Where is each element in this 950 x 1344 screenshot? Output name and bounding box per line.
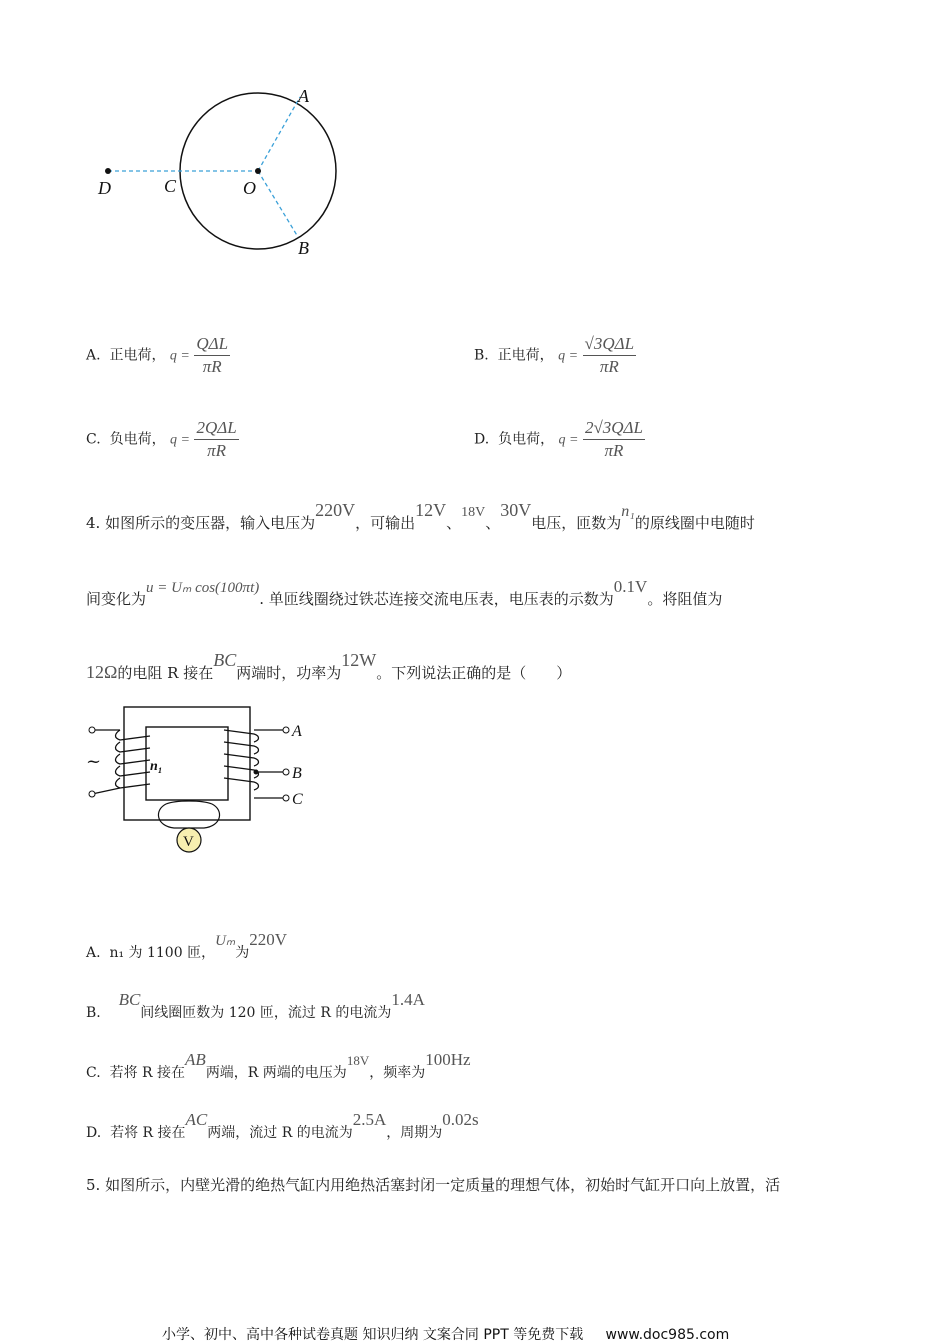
- formula-lhs: q =: [558, 432, 579, 448]
- dashed-line-oa: [258, 97, 300, 171]
- iron-core-outer: [124, 707, 250, 820]
- option-text: 负电荷，: [109, 431, 166, 448]
- option-text: 负电荷，: [498, 431, 555, 448]
- label-b: B: [298, 238, 309, 258]
- q4-option-a[interactable]: A. n₁ 为 1100 匝，Uₘ为220V: [86, 930, 288, 961]
- voltmeter-label: V: [183, 834, 194, 850]
- q3-option-d[interactable]: [474, 418, 645, 461]
- terminal-b: B: [292, 765, 302, 782]
- label-d: D: [98, 178, 111, 198]
- transformer-figure: [84, 700, 324, 860]
- formula-fraction: $\frac{\text{QΔL}}{\pi R}$: [196, 334, 229, 376]
- secondary-coil: [224, 730, 286, 798]
- dashed-line-ob: [258, 171, 298, 237]
- label-o: O: [243, 178, 256, 198]
- q4-option-d[interactable]: D. 若将 R 接在AC两端，流过 R 的电流为2.5A，周期为0.02s: [86, 1110, 479, 1141]
- circle-figure: [90, 80, 350, 270]
- option-text: 正电荷，: [497, 347, 554, 364]
- q4-line-1: 4. 如图所示的变压器，输入电压为220V，可输出12V、18V、30V电压，匝数为n₁的原线圈中电随时: [86, 500, 755, 532]
- terminal-c: C: [292, 791, 303, 808]
- formula-fraction: $\frac{\text{√3QΔL}}{\pi R}$: [584, 334, 635, 376]
- point-d: [105, 168, 111, 174]
- q3-option-c[interactable]: [86, 418, 239, 461]
- option-letter: D.: [474, 431, 490, 448]
- label-c: C: [164, 176, 177, 196]
- option-letter: B.: [474, 347, 489, 364]
- footer: [162, 1324, 729, 1344]
- formula-lhs: q =: [169, 348, 190, 364]
- formula-lhs: q =: [558, 348, 579, 364]
- q3-option-a[interactable]: [86, 334, 230, 377]
- label-n1: n₁: [150, 759, 163, 774]
- option-letter: A.: [86, 347, 101, 364]
- q3-option-b[interactable]: [474, 334, 636, 377]
- footer-url[interactable]: www.doc985.com: [605, 1327, 730, 1343]
- formula-fraction: $\frac{\text{2QΔL}}{\pi R}$: [196, 418, 237, 460]
- label-a: A: [298, 86, 309, 106]
- q4-line-2: 间变化为u = Uₘ cos(100πt). 单匝线圈绕过铁芯连接交流电压表，电压表的示数为0.1V。将阻值为: [86, 577, 723, 608]
- single-turn-loop: [158, 801, 219, 828]
- option-text: 正电荷，: [109, 347, 166, 364]
- terminal-a: A: [292, 723, 302, 740]
- formula-lhs: q =: [170, 432, 190, 448]
- q4-option-c[interactable]: C. 若将 R 接在AB两端，R 两端的电压为18V，频率为100Hz: [86, 1050, 471, 1081]
- formula-fraction: $\frac{\text{2√3QΔL}}{\pi R}$: [584, 418, 643, 460]
- point-o: [255, 168, 261, 174]
- footer-text: 小学、初中、高中各种试卷真题 知识归纳 文案合同 PPT 等免费下载: [162, 1327, 584, 1343]
- q5-line-1: 5. 如图所示，内壁光滑的绝热气缸内用绝热活塞封闭一定质量的理想气体，初始时气缸开口向上放置，活: [86, 1176, 781, 1194]
- q4-option-b[interactable]: B. BC间线圈匝数为 120 匝，流过 R 的电流为1.4A: [86, 990, 425, 1021]
- ac-tilde: ~: [86, 751, 102, 772]
- q4-line-3: 12Ω的电阻 R 接在BC两端时，功率为12W。下列说法正确的是（ ）: [86, 650, 572, 682]
- option-letter: C.: [86, 431, 101, 448]
